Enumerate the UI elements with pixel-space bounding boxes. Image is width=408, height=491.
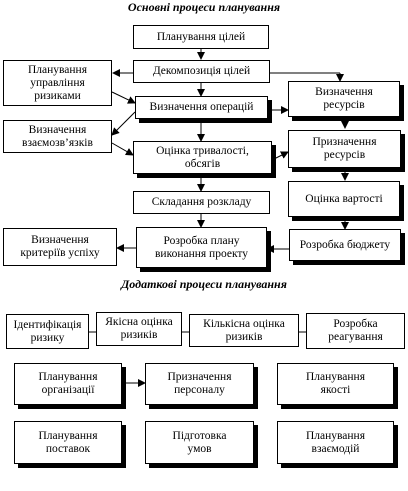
risk-management-planning-box	[3, 60, 112, 106]
risk-management-planning-line3: ризиками	[34, 89, 81, 102]
duration-estimate-line1: Оцінка тривалості,	[156, 144, 249, 157]
operations-definition-label: Визначення операцій	[149, 101, 254, 113]
org-planning-box	[14, 363, 122, 405]
risk-management-planning-line2: управління	[30, 76, 85, 89]
conditions-prep-box	[145, 421, 254, 464]
duration-estimate-box	[133, 141, 272, 174]
success-criteria-line2: критеріїв успіху	[20, 247, 100, 259]
risk-quality-box	[96, 312, 182, 346]
risk-identification-box	[6, 314, 89, 349]
risk-identification-line1: Ідентифікація	[13, 318, 82, 331]
goal-decomposition-box	[133, 60, 270, 83]
cost-estimate-box	[288, 181, 400, 217]
goal-planning-label: Планування цілей	[156, 30, 246, 43]
org-planning-line1: Планування	[38, 371, 98, 383]
interaction-planning-line2: взаємодій	[311, 442, 360, 455]
risk-response-line2: реагування	[328, 331, 383, 343]
resources-definition-line1: Визначення	[315, 86, 373, 98]
interaction-planning-line1: Планування	[305, 429, 366, 442]
risk-response-box	[306, 313, 405, 349]
quality-planning-line1: Планування	[305, 371, 366, 383]
quality-planning-line2: якості	[320, 384, 351, 396]
extra-processes-title: Додаткові процеси планування	[121, 277, 287, 291]
staff-assignment-line1: Призначення	[167, 371, 232, 383]
staff-assignment-line2: персоналу	[174, 384, 225, 396]
conditions-prep-line1: Підготовка	[172, 429, 227, 442]
success-criteria-line1: Визначення	[31, 234, 89, 246]
schedule-label: Складання розкладу	[151, 196, 252, 208]
resources-assignment-line1: Призначення	[312, 136, 377, 148]
supply-planning-line2: поставок	[45, 442, 91, 455]
risk-quantity-line2: ризиків	[225, 330, 263, 343]
risk-quantity-line1: Кількісна оцінка	[203, 317, 285, 330]
resources-definition-box	[288, 81, 400, 117]
duration-estimate-line2: обсягів	[184, 157, 221, 170]
risk-management-planning-line1: Планування	[27, 63, 88, 76]
conditions-prep-line2: умов	[187, 442, 212, 455]
risk-response-line1: Розробка	[333, 318, 378, 330]
relations-definition-line2: взаємозв’язків	[22, 136, 93, 149]
risk-quality-line2: ризиків	[120, 329, 158, 341]
operations-definition-box	[135, 96, 268, 119]
budget-label: Розробка бюджету	[299, 238, 391, 251]
org-planning-line2: організації	[41, 384, 95, 396]
risk-quality-line1: Якісна оцінка	[105, 316, 173, 328]
cost-estimate-label: Оцінка вартості	[305, 192, 383, 205]
project-plan-line1: Розробка плану	[163, 234, 240, 247]
quality-planning-box	[277, 363, 394, 405]
staff-assignment-box	[145, 363, 254, 405]
resources-assignment-line2: ресурсів	[323, 149, 366, 161]
goal-decomposition-label: Декомпозиція цілей	[152, 65, 251, 77]
interaction-planning-box	[277, 421, 394, 464]
success-criteria-box	[3, 228, 117, 266]
project-plan-box	[136, 227, 267, 268]
resources-assignment-box	[288, 130, 401, 168]
project-plan-line2: виконання проекту	[154, 247, 249, 260]
resources-definition-line2: ресурсів	[323, 99, 365, 111]
relations-definition-line1: Визначення	[28, 123, 87, 136]
risk-identification-line2: ризику	[30, 331, 65, 344]
risk-quantity-box	[189, 314, 299, 347]
goal-planning-box	[133, 25, 269, 49]
supply-planning-line1: Планування	[38, 429, 98, 442]
budget-box	[289, 229, 401, 261]
relations-definition-box	[3, 120, 112, 153]
supply-planning-box	[14, 421, 122, 464]
schedule-box	[133, 191, 270, 214]
main-processes-title: Основні процеси планування	[127, 0, 281, 14]
